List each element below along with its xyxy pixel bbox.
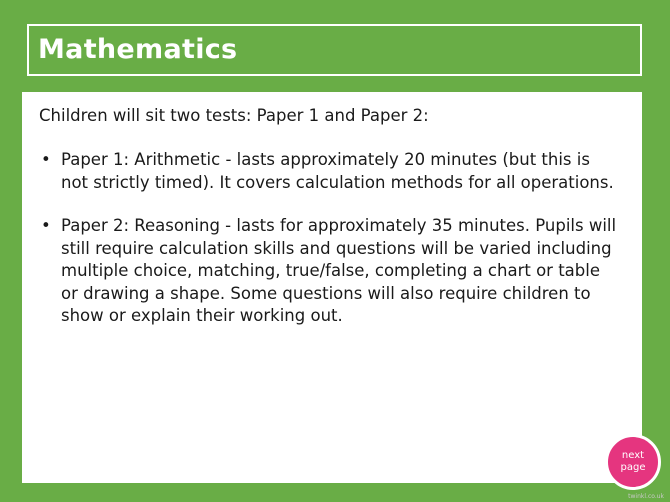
bullet-text: Paper 2: Reasoning - lasts for approximately 35 minutes. Pupils will still require calculation skills and questions will be varied including multiple choice, matching, true/false, completing a chart or table or drawing a shape. Some questions will also require children to show or explain their working out.: [61, 216, 617, 325]
watermark: twinkl.co.uk: [628, 493, 664, 500]
bullet-item-paper-2: [39, 215, 619, 328]
bullet-marker: •: [41, 150, 51, 169]
next-page-button[interactable]: [605, 434, 661, 490]
next-page-label-line1: next: [621, 450, 645, 461]
title-box: [27, 24, 642, 76]
bullet-text: Paper 1: Arithmetic - lasts approximately 20 minutes (but this is not strictly timed). It covers calculation methods for all operations.: [61, 150, 614, 192]
bullet-item-paper-1: [39, 149, 619, 194]
intro-text: Children will sit two tests: Paper 1 and Paper 2:: [39, 106, 429, 125]
content-panel: [22, 92, 645, 483]
next-page-label-line2: page: [620, 462, 646, 473]
bullet-list: [39, 149, 619, 328]
slide-title: Mathematics: [38, 34, 238, 65]
bullet-marker: •: [41, 216, 51, 235]
